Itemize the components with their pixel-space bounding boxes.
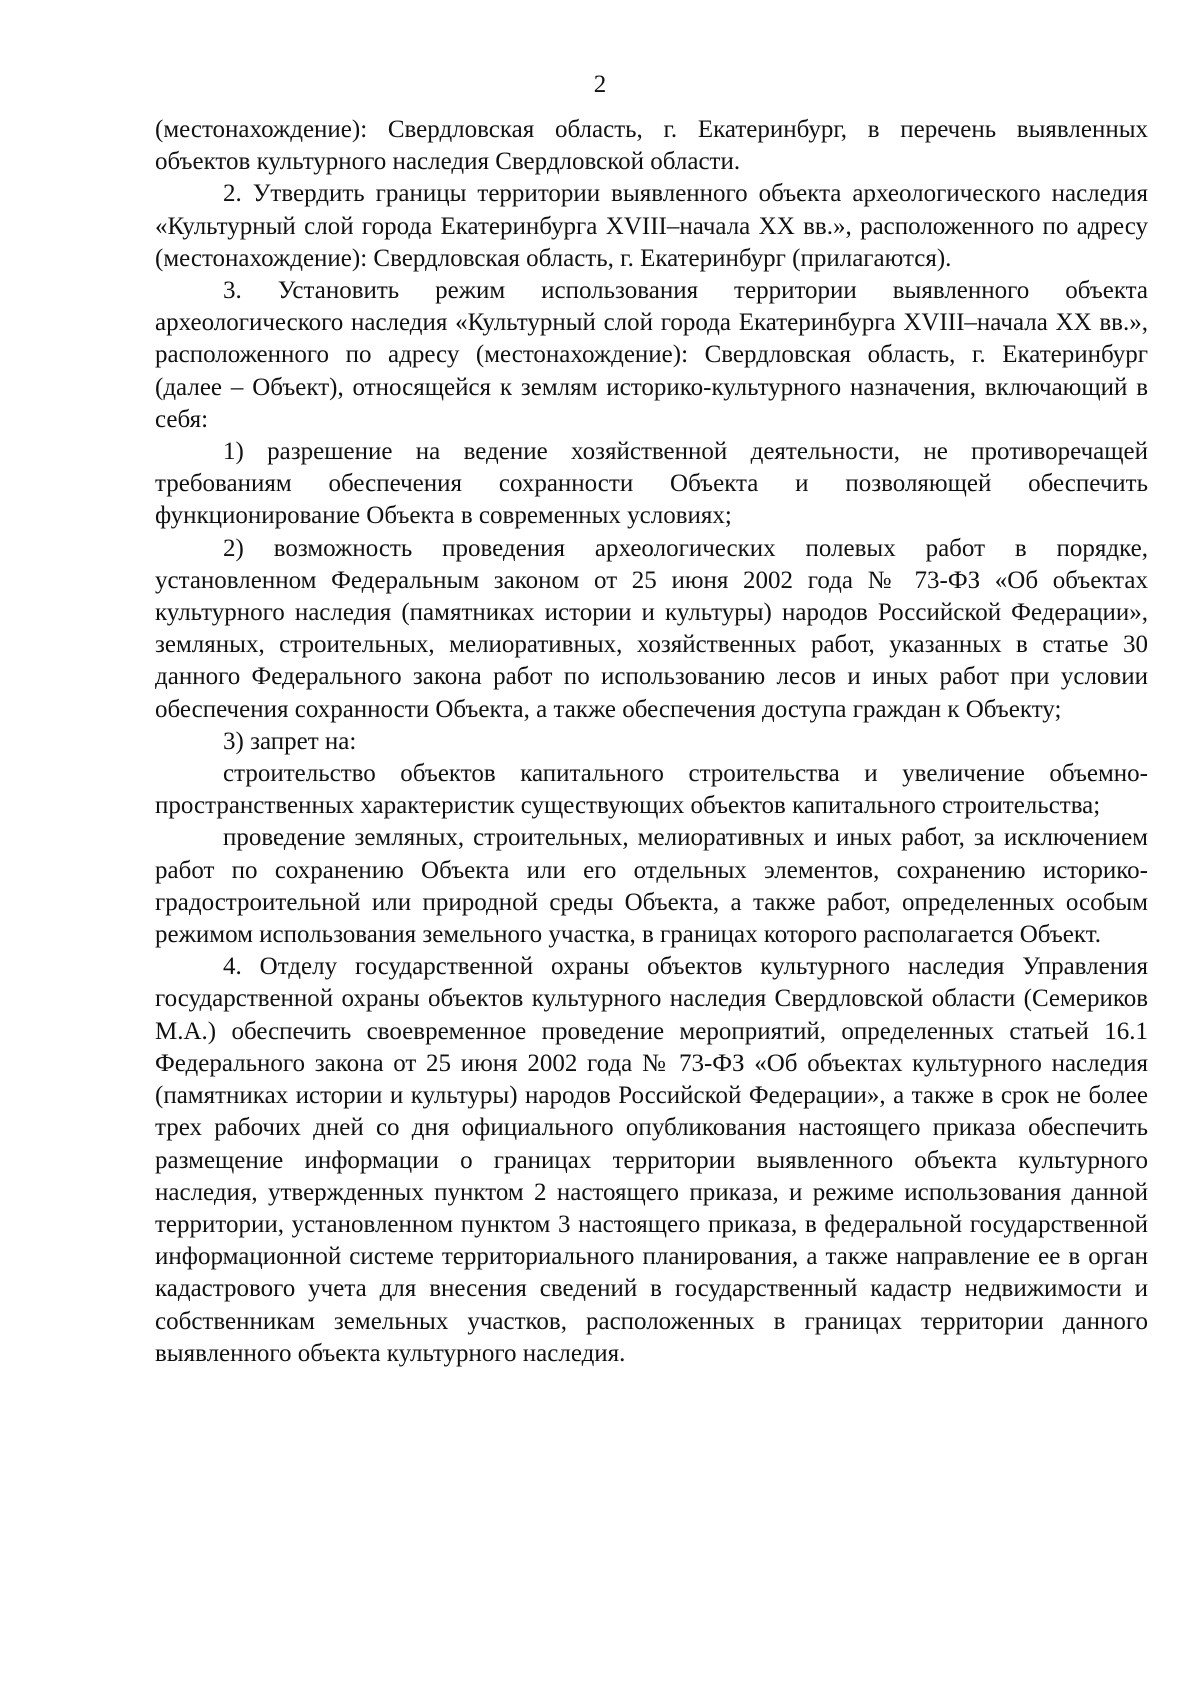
paragraph-item-3: 3. Установить режим использования территории выявленного объекта археологического наследия «Культурный слой города Екатеринбурга XVIII–начала XX вв.», расположенного по адресу (местонахождение): Свердловская область, г. Екатеринбург (далее – Объект), относящейся к землям историко-культурного назначения, включающий в себя:	[155, 277, 1148, 433]
document-body	[155, 114, 1148, 1370]
page-number: 2	[593, 71, 607, 98]
prohibition-construction: строительство объектов капитального строительства и увеличение объемно-пространственных характеристик существующих объектов капитального строительства;	[155, 760, 1148, 820]
paragraph-item-2: 2. Утвердить границы территории выявленного объекта археологического наследия «Культурный слой города Екатеринбурга XVIII–начала XX вв.», расположенного по адресу (местонахождение): Свердловская область, г. Екатеринбург (прилагаются).	[155, 180, 1148, 272]
subitem-1: 1) разрешение на ведение хозяйственной деятельности, не противоречащей требованиям обеспечения сохранности Объекта и позволяющей обеспечить функционирование Объекта в современных условиях;	[155, 438, 1148, 530]
subitem-2: 2) возможность проведения археологических полевых работ в порядке, установленном Федеральным законом от 25 июня 2002 года № 73-ФЗ «Об объектах культурного наследия (памятниках истории и культуры) народов Российской Федерации», земляных, строительных, мелиоративных, хозяйственных работ, указанных в статье 30 данного Федерального закона работ по использованию лесов и иных работ при условии обеспечения сохранности Объекта, а также обеспечения доступа граждан к Объекту;	[155, 534, 1148, 723]
prohibition-works: проведение земляных, строительных, мелиоративных и иных работ, за исключением работ по сохранению Объекта или его отдельных элементов, сохранению историко-градостроительной или природной среды Объекта, а также работ, определенных особым режимом использования земельного участка, в границах которого располагается Объект.	[155, 824, 1148, 949]
paragraph-continuation: (местонахождение): Свердловская область, г. Екатеринбург, в перечень выявленных объектов культурного наследия Свердловской области.	[155, 116, 1148, 176]
paragraph-item-4: 4. Отделу государственной охраны объектов культурного наследия Управления государственной охраны объектов культурного наследия Свердловской области (Семериков М.А.) обеспечить своевременное проведение мероприятий, определенных статьей 16.1 Федерального закона от 25 июня 2002 года № 73-ФЗ «Об объектах культурного наследия (памятниках истории и культуры) народов Российской Федерации», а также в срок не более трех рабочих дней со дня официального опубликования настоящего приказа обеспечить размещение информации о границах территории выявленного объекта культурного наследия, утвержденных пунктом 2 настоящего приказа, и режиме использования данной территории, установленном пунктом 3 настоящего приказа, в федеральной государственной информационной системе территориального планирования, а также направление ее в орган кадастрового учета для внесения сведений в государственный кадастр недвижимости и собственникам земельных участков, расположенных в границах территории данного выявленного объекта культурного наследия.	[155, 953, 1148, 1367]
subitem-3: 3) запрет на:	[223, 727, 357, 755]
